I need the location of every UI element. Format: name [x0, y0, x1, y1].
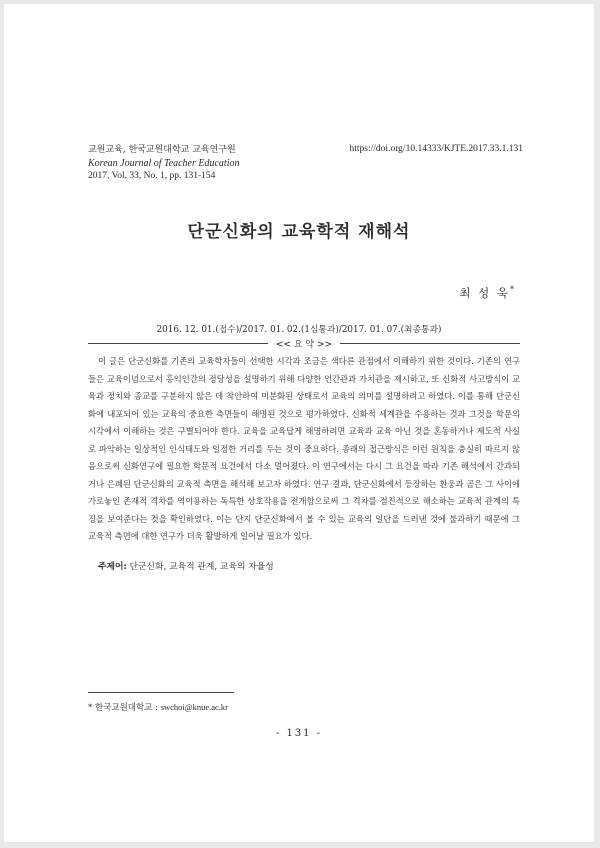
paper-page: [4, 4, 594, 842]
keywords-label: 주제어:: [98, 562, 127, 572]
author-email[interactable]: swchoi@knue.ac.kr: [160, 702, 229, 712]
abstract-body: [88, 353, 520, 546]
keywords-list: 단군신화, 교육적 관계, 교육의 자율성: [129, 562, 274, 572]
page-number: - 131 -: [275, 728, 323, 739]
volume-info: 2017, Vol. 33, No. 1, pp. 131-154: [88, 171, 216, 181]
journal-header: [88, 144, 239, 183]
doi-link[interactable]: https://doi.org/10.14333/KJTE.2017.33.1.131: [349, 144, 523, 154]
journal-name: Korean Journal of Teacher Education: [88, 158, 240, 169]
footnote-affiliation: * 한국교원대학교 :: [88, 703, 161, 713]
author-name: 최 성 욱: [459, 286, 510, 300]
paper-title: 단군신화의 교육학적 재해석: [187, 222, 411, 242]
footnote-rule: [88, 692, 234, 693]
keywords: [98, 559, 274, 572]
abstract-heading: [88, 337, 520, 351]
publisher-line: 교원교육, 한국교원대학교 교육연구원: [88, 145, 236, 155]
author: [459, 285, 514, 301]
abstract-text: 이 글은 단군신화를 기존의 교육학자들이 선택한 시각과 조금은 색다른 관점에서 이해하기 위한 것이다. 기존의 연구들은 교육이념으로서 홍익인간의 정당성을 설명하기 위해 다양한 인간관과 가치관을 제시하고, 또 신화적 사고방식이 교육과 정치와 종교를 구분하지 않은 데 착안하여 미분화된 상태로서 교육의 의미를 설명하려고 하였다. 이를 통해 단군신화에 내포되어 있는 교육의 중요한 측면들이 해명된 것으로 평가하였다. 신화적 세계관을 수용하는 것과 그것을 학문의 시각에서 이해하는 것은 구별되어야 한다. 교육을 교육답게 해명하려면 교육과 교육 아닌 것을 혼동하거나 제도적 사실로 파악하는 일상적인 인식태도와 일정한 거리를 두는 것이 중요하다. 종래의 접근방식은 이런 원칙을 충실히 따르지 않음으로써 신화연구에 필요한 학문적 요건에서 다소 멀어졌다. 이 연구에서는 다시 그 요건을 따라 기존 해석에서 간과되거나 은폐된 단군신화의 교육적 측면을 해석해 보고자 하였다. 연구 결과, 단군신화에서 등장하는 환웅과 곰은 그 사이에 가로놓인 존재적 격차를 역이용하는 독특한 상호작용을 전개함으로써 그 격차를 점진적으로 해소하는 교육적 관계의 특징을 보여준다는 것을 확인하였다. 이는 단지 단군신화에서 볼 수 있는 교육의 일단을 드러낸 것에 불과하기 때문에 그 교육적 측면에 대한 연구가 더욱 활발하게 일어날 필요가 있다.: [88, 356, 520, 541]
review-dates: 2016. 12. 01.(접수)/2017. 01. 02.(1심통과)/2017. 01. 07.(최종통과): [156, 325, 442, 335]
author-footnote-mark: *: [510, 285, 514, 295]
footnote: [88, 701, 228, 713]
abstract-heading-label: << 요 약 >>: [275, 340, 333, 350]
